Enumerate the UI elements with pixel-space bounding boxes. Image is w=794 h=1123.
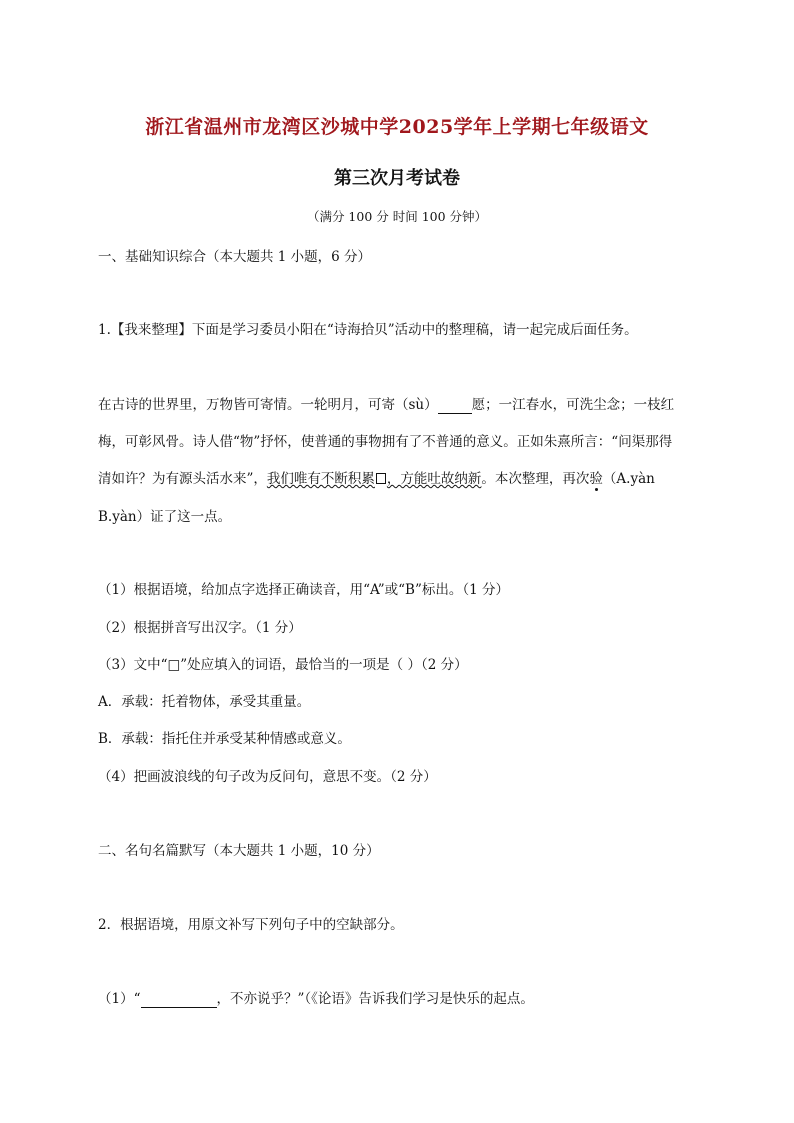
- passage-line-4: B.yàn）证了这一点。: [98, 509, 232, 525]
- dotted-character: 验: [589, 471, 603, 487]
- question1-sub1: （1）根据语境，给加点字选择正确读音，用“A”或“B”标出。（1 分）: [98, 582, 510, 598]
- section1-heading: 一、基础知识综合（本大题共 1 小题，6 分）: [98, 249, 372, 265]
- question1-intro: 1.【我来整理】下面是学习委员小阳在“诗海拾贝”活动中的整理稿，请一起完成后面任务。: [98, 322, 638, 338]
- passage-text: 愿；一江春水，可洗尘念；一枝红: [471, 397, 675, 413]
- section2-heading: 二、名句名篇默写（本大题共 1 小题，10 分）: [98, 843, 380, 859]
- exam-title-line2: 第三次月考试卷: [334, 168, 460, 189]
- question1-sub4: （4）把画波浪线的句子改为反问句，意思不变。（2 分）: [98, 769, 437, 785]
- question-text: ，不亦说乎？”（《论语》告诉我们学习是快乐的起点。: [216, 991, 534, 1007]
- question1-sub2: （2）根据拼音写出汉字。（1 分）: [98, 620, 302, 636]
- passage-line-2: 梅，可彰风骨。诗人借“物”抒怀，使普通的事物拥有了不普通的意义。正如朱熹所言：“问渠那得: [98, 434, 673, 450]
- question1-sub3: （3）文中“□”处应填入的词语，最恰当的一项是（ ）（2 分）: [98, 657, 468, 673]
- fill-blank: [141, 991, 217, 1008]
- exam-subtitle: （满分 100 分 时间 100 分钟）: [306, 209, 488, 224]
- option-b: B．承载：指托住并承受某种情感或意义。: [98, 731, 351, 747]
- passage-line-1: [98, 393, 698, 414]
- wavy-underlined-sentence: [267, 471, 482, 487]
- option-a: A．承载：托着物体，承受其重量。: [98, 694, 311, 710]
- question2-sub1: [98, 987, 698, 1008]
- question2-intro: 2．根据语境，用原文补写下列句子中的空缺部分。: [98, 917, 404, 933]
- exam-title-line1: 浙江省温州市龙湾区沙城中学2025学年上学期七年级语文: [145, 116, 649, 138]
- wavy-text-part2: ，方能吐故纳新: [386, 471, 482, 487]
- passage-line-3: [98, 467, 698, 487]
- passage-text: 在古诗的世界里，万物皆可寄情。一轮明月，可寄（sù）: [98, 397, 438, 413]
- question-text: （1）“: [98, 991, 141, 1007]
- passage-text: 。本次整理，再次: [481, 471, 590, 487]
- box-mark: [376, 473, 386, 484]
- wavy-text-part1: 我们唯有不断积累: [266, 471, 375, 487]
- fill-blank: [438, 397, 472, 414]
- passage-text: 清如许？为有源头活水来”，: [98, 471, 267, 487]
- passage-text: （A.yàn: [602, 471, 655, 487]
